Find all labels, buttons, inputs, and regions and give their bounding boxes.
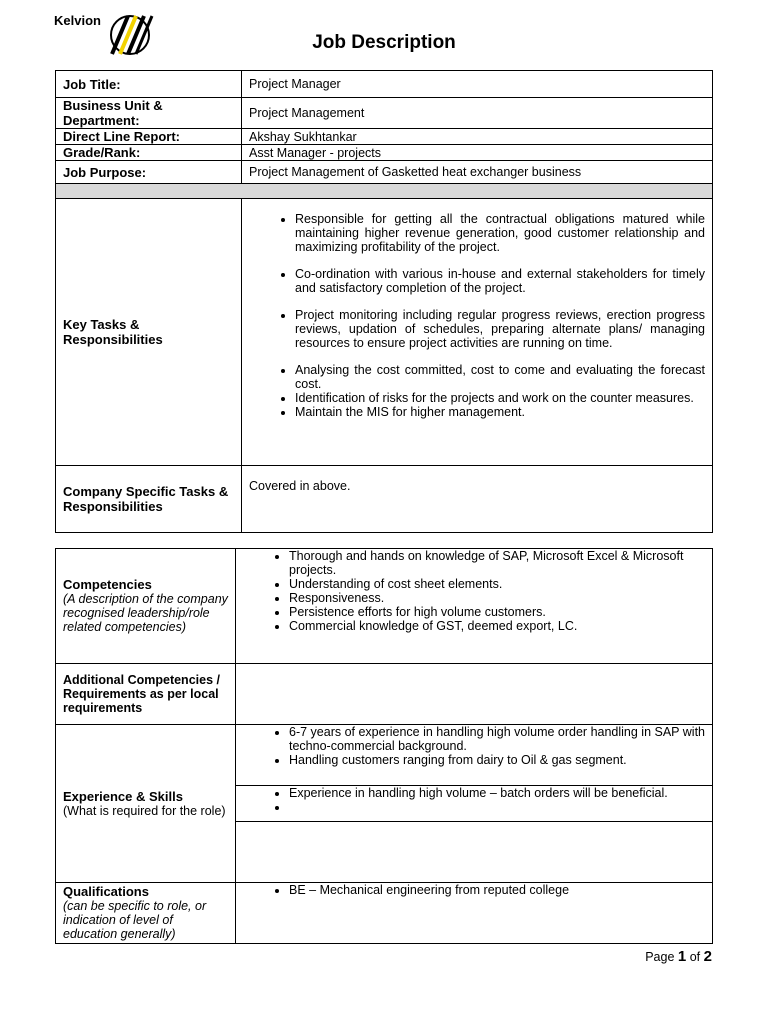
list-item: • Experience in handling high volume – batch orders will be beneficial. bbox=[289, 786, 705, 800]
qualifications-row bbox=[56, 883, 713, 944]
competencies-row bbox=[56, 549, 713, 664]
company-tasks-row bbox=[56, 466, 713, 533]
list-item: • Commercial knowledge of GST, deemed export, LC. bbox=[289, 619, 705, 633]
company-tasks-label: Company Specific Tasks & Responsibilities bbox=[56, 466, 242, 533]
experience-cell-c bbox=[236, 822, 713, 883]
key-tasks-row bbox=[56, 199, 713, 466]
page-footer bbox=[645, 948, 712, 965]
experience-cell-a bbox=[236, 725, 713, 786]
purpose-value: Project Management of Gasketted heat exchanger business bbox=[242, 161, 713, 184]
qualifications-list bbox=[243, 883, 705, 897]
key-tasks-cell bbox=[242, 199, 713, 466]
list-item: • Thorough and hands on knowledge of SAP, Microsoft Excel & Microsoft projects. bbox=[289, 549, 705, 577]
competencies-cell bbox=[236, 549, 713, 664]
list-item: • Responsible for getting all the contractual obligations matured while maintaining higher revenue generation, good customer relationship and maximizing profitability of the project. bbox=[295, 212, 705, 254]
competencies-table bbox=[55, 548, 713, 944]
company-logo-text: Kelvion bbox=[54, 13, 101, 28]
business-unit-row bbox=[56, 98, 713, 129]
job-title-value: Project Manager bbox=[242, 71, 713, 98]
job-title-row bbox=[56, 71, 713, 98]
competencies-label: Competencies bbox=[63, 577, 152, 592]
list-item: • Co-ordination with various in-house and external stakeholders for timely and satisfactory completion of the project. bbox=[295, 267, 705, 295]
qualifications-label: Qualifications bbox=[63, 884, 149, 899]
key-tasks-label: Key Tasks & Responsibilities bbox=[56, 199, 242, 466]
competencies-note: (A description of the company recognised leadership/role related competencies) bbox=[63, 592, 228, 634]
experience-row-a bbox=[56, 725, 713, 786]
job-details-table bbox=[55, 70, 713, 533]
list-item: • Handling customers ranging from dairy to Oil & gas segment. bbox=[289, 753, 705, 767]
competencies-label-cell bbox=[56, 549, 236, 664]
qualifications-note: (can be specific to role, or indication of level of education generally) bbox=[63, 899, 207, 941]
list-item: • Understanding of cost sheet elements. bbox=[289, 577, 705, 591]
list-item: • 6-7 years of experience in handling high volume order handling in SAP with techno-commercial background. bbox=[289, 725, 705, 753]
separator-row bbox=[56, 184, 713, 199]
experience-label: Experience & Skills bbox=[63, 788, 183, 804]
business-unit-label: Business Unit & Department: bbox=[56, 98, 242, 129]
purpose-label: Job Purpose: bbox=[56, 161, 242, 184]
list-item: • Responsiveness. bbox=[289, 591, 705, 605]
list-item: • Project monitoring including regular progress reviews, erection progress reviews, updation of schedules, preparing alternate plans/ managing resources to ensure project activities are running on time. bbox=[295, 308, 705, 350]
list-item bbox=[289, 800, 705, 814]
competencies-list bbox=[243, 549, 705, 633]
business-unit-value: Project Management bbox=[242, 98, 713, 129]
additional-label: Additional Competencies / Requirements as per local requirements bbox=[56, 664, 236, 725]
page-word: Page bbox=[645, 950, 675, 964]
company-tasks-value: Covered in above. bbox=[242, 466, 713, 533]
line-report-value: Akshay Sukhtankar bbox=[242, 129, 713, 145]
list-item: • BE – Mechanical engineering from reputed college bbox=[289, 883, 705, 897]
page-total: 2 bbox=[703, 948, 712, 965]
grade-row bbox=[56, 145, 713, 161]
document-title: Job Description bbox=[312, 32, 456, 53]
experience-list-a bbox=[243, 725, 705, 767]
experience-list-b bbox=[243, 786, 705, 814]
experience-note: (What is required for the role) bbox=[63, 803, 226, 818]
list-item: • Analysing the cost committed, cost to come and evaluating the forecast cost. bbox=[295, 363, 705, 391]
page-number: 1 bbox=[677, 948, 687, 965]
qualifications-cell bbox=[236, 883, 713, 944]
line-report-row bbox=[56, 129, 713, 145]
list-item: • Maintain the MIS for higher management. bbox=[295, 405, 705, 419]
additional-value bbox=[236, 664, 713, 725]
job-title-label: Job Title: bbox=[56, 71, 242, 98]
list-item: • Persistence efforts for high volume customers. bbox=[289, 605, 705, 619]
line-report-label: Direct Line Report: bbox=[56, 129, 242, 145]
qualifications-label-cell bbox=[56, 883, 236, 944]
additional-row bbox=[56, 664, 713, 725]
list-item: • Identification of risks for the projects and work on the counter measures. bbox=[295, 391, 705, 405]
grade-label: Grade/Rank: bbox=[56, 145, 242, 161]
key-tasks-list bbox=[249, 212, 705, 419]
grade-value: Asst Manager - projects bbox=[242, 145, 713, 161]
purpose-row bbox=[56, 161, 713, 184]
experience-label-cell bbox=[56, 725, 236, 883]
of-word: of bbox=[689, 950, 701, 964]
experience-cell-b bbox=[236, 786, 713, 822]
